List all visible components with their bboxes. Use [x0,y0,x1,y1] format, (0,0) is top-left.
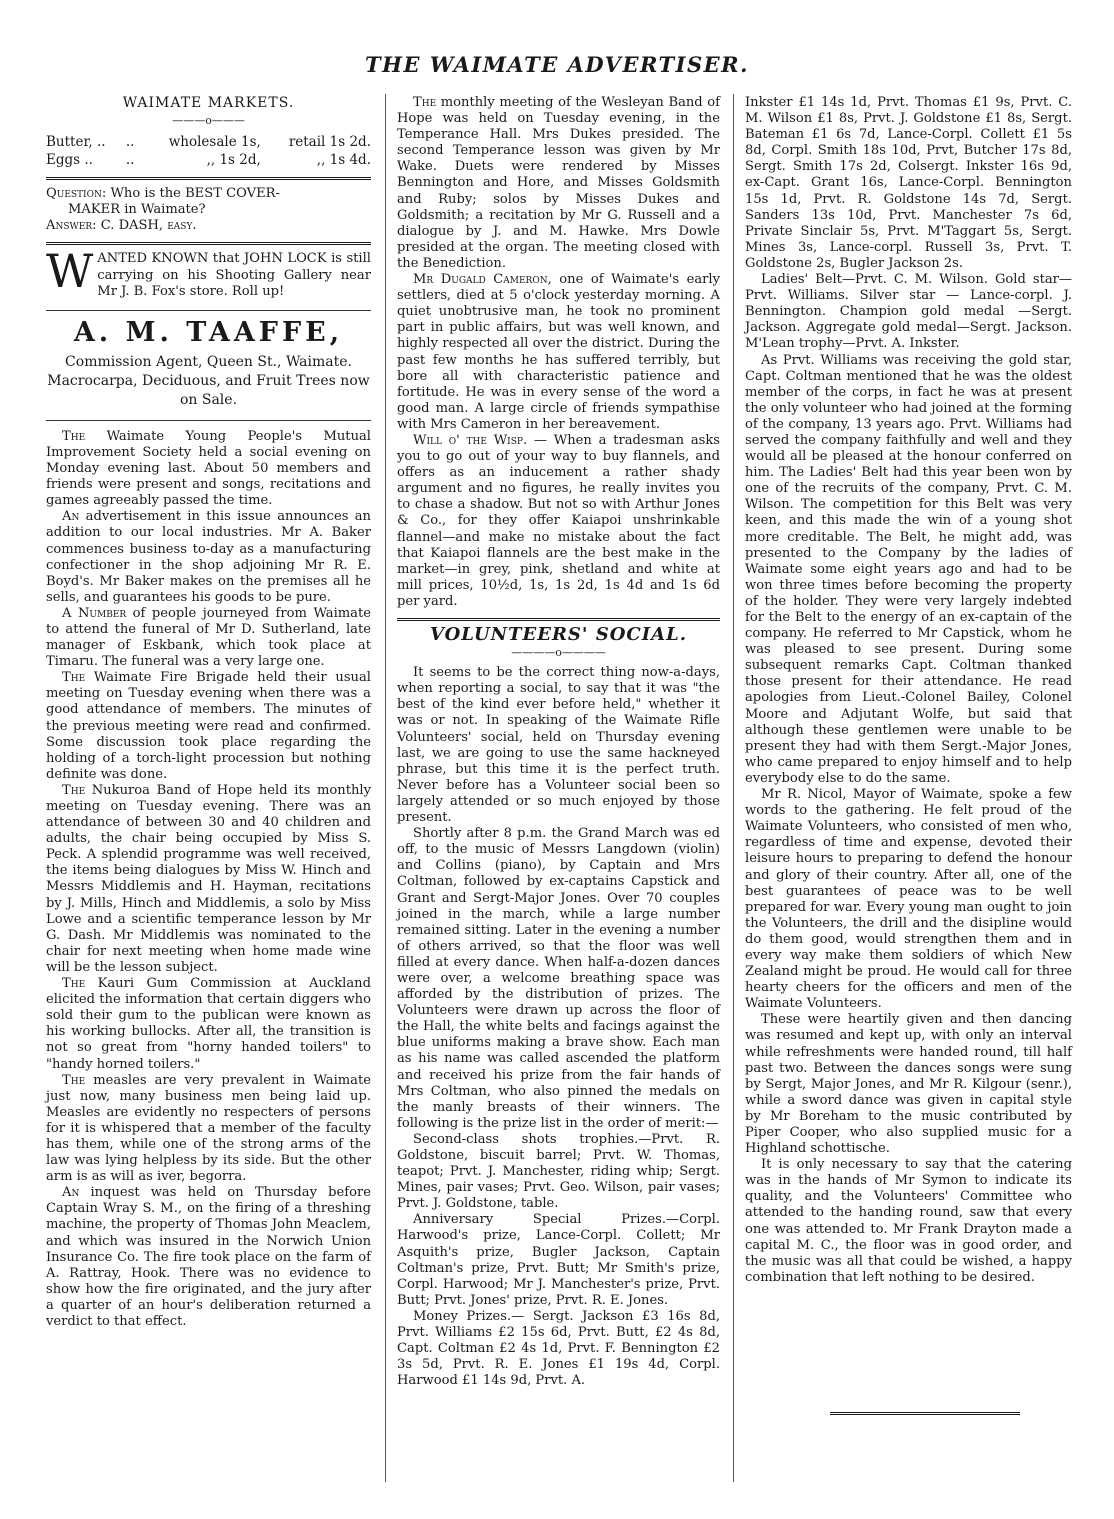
market-wholesale: wholesale 1s, [168,134,261,151]
paragraph-lead: The [413,95,437,110]
paragraph-lead: An [62,509,80,525]
markets-title: WAIMATE MARKETS. [122,95,295,111]
news-paragraph: The Waimate Young People's Mutual Improvement Society held a social evening on Monday evening last. About 50 members and friends were present and songs, recitations and games agreeably passed the time. [46,428,371,509]
market-wholesale: ,, 1s 2d, [206,152,261,169]
section-rule [46,310,371,311]
paragraph-lead: The [62,428,86,444]
news-paragraph: An inquest was held on Thursday before Captain Wray S. M., on the firing of a threshing machine, the property of Thomas John Meaclem, and which was insured in the Norwich Union Insurance Co. The fire took place on the farm of A. Rattray, Hook. There was no evidence to show how the fire originated, and the jury after a quarter of an hour's deliberation returned a verdict to that effect. [46,1185,371,1329]
table-row [46,151,371,169]
advert-line: on Sale. [179,391,238,408]
report-paragraph: Shortly after 8 p.m. the Grand March was ed off, to the music of Messrs Langdown (violin) and Collins (piano), by Captain and Mrs Coltman, followed by ex-captains Capstick and Grant and Sergt-Major Jones. Over 70 couples joined in the march, while a large number remained sitting. Later in the evening a number of others arrived, so that the floor was well filled at every dance. When half-a-dozen dances were over, a welcome breathing space was afforded by the distribution of prizes. The Volunteers were drawn up across the floor of the Hall, the white belts and facings against the blue uniforms making a brave show. Each man as his name was called ascended the platform and received his prize from the fair hands of Mrs Coltman, who also pinned the medals on the manly breasts of their winners. The following is the prize list in the order of merit:— [397,826,720,1131]
report-paragraph: Ladies' Belt—Prvt. C. M. Wilson. Gold star—Prvt. Williams. Silver star — Lance-corpl. J. Bennington. Champion gold medal —Sergt. Jackson. Aggregate gold medal—Sergt. Jackson. M'Lean trophy—Prvt. A. Inkster. [745,272,1072,352]
advert-line: Commission Agent, Queen St., Waimate. [65,353,352,370]
news-paragraph: The Kauri Gum Commission at Auckland elicited the information that certain diggers who sold their gum to the publican were known as his working bullocks. After all, the transition is not so great from "horny handed toilers" to "handy horned toilers." [46,976,371,1072]
table-row [46,133,371,151]
markets-rule: o [205,114,212,128]
paragraph-lead: The [62,782,86,798]
section-rule [46,420,371,421]
news-paragraph: The measles are very prevalent in Waimate just now, many business men being laid up. Measles are evidently no respecters of persons for it is whispered that a member of the faculty has them, while one of the strong arms of the law was lying helpless by its side. But the other arm is as will as iver, begorra. [46,1072,371,1185]
advert-name: A. M. TAAFFE, [73,316,344,348]
question-answer [46,186,371,234]
paragraph-lead: The [62,976,86,992]
answer-label: Answer: [46,218,97,234]
title-rule: o [555,646,562,660]
news-items [397,95,720,610]
column-3 [745,95,1072,1286]
news-paragraph: Mr Dugald Cameron, one of Waimate's early settlers, died at 5 o'clock yesterday morning. A quiet unobtrusive man, he took no prominent part in public affairs, but was well known, and highly respected all over the district. During the past few months he has suffered terribly, but bore all with characteristic patience and fortitude. He was in every sense of the word a good man. A large circle of friends sympathise with Mrs Cameron in her bereavement. [397,272,720,432]
question-label: Question: [46,186,107,202]
answer-text: C. DASH, easy. [100,218,197,234]
section-title: VOLUNTEERS' SOCIAL. [429,624,688,645]
end-rule [830,1412,1020,1415]
question-text-2: MAKER in Waimate? [68,202,206,218]
report-paragraph: These were heartily given and then dancing was resumed and kept up, with only an interval while refreshments were handed round, till half past two. Between the dances songs were sung by Sergt, Major Jones, and Mr R. Kilgour (senr.), while a sword dance was given in capital style by Mr Boreham to the music contributed by Piper Cooper, who also supplied music for a Highland schottische. [745,1012,1072,1157]
column-divider [733,94,734,1482]
report-paragraph: Anniversary Special Prizes.—Corpl. Harwood's prize, Lance-Corpl. Collett; Mr Asquith's prize, Bugler Jackson, Captain Coltman's prize, Prvt. Butt; Mr Smith's prize, Corpl. Harwood; Mr J. Manchester's prize, Prvt. Butt; Prvt. Jones' prize, Prvt. R. E. Jones. [397,1212,720,1308]
report-paragraph: Inkster £1 14s 1d, Prvt. Thomas £1 9s, Prvt. C. M. Wilson £1 8s, Prvt. J. Goldstone £1 8s, Sergt. Bateman £1 6s 7d, Lance-Corpl. Collett £1 5s 8d, Corpl. Smith 18s 10d, Prvt, Butcher 17s 8d, Sergt. Smith 17s 2d, Colsergt. Inkster 16s 9d, ex-Capt. Grant 16s, Lance-Corpl. Bennington 15s 1d, Prvt. R. Goldstone 14s 7d, Sergt. Sanders 13s 10d, Prvt. Manchester 7s 6d, Private Sinclair 5s, Prvt. M'Taggart 5s, Sergt. Mines 3s, Lance-corpl. Russell 3s, Prvt. T. Goldstone 2s, Bugler Jackson 2s. [745,95,1072,271]
report-paragraph: As Prvt. Williams was receiving the gold star, Capt. Coltman mentioned that he was the oldest member of the corps, in fact he was at present the only volunteer who had joined at the forming of the company, 13 years ago. Prvt. Williams had served the company faithfully and well and they would all be pleased at the honour conferred on him. The Ladies' Belt had this year been won by one of the recruits of the company, Prvt. C. M. Wilson. The competition for this Belt was very keen, and this made the win of a young shot more creditable. The Belt, he might add, was presented to the Company by the ladies of Waimate some eight years ago and had to be won three times before becoming the property of the holder. They were very largely indebted for the Belt to the energy of an ex-captain of the company. He referred to Mr Capstick, whom he was pleased to see present. During some subsequent remarks Capt. Coltman thanked those present for their attendance. He read apologies from Lieut.-Colonel Bailey, Colonel Moore and Adjutant Wolfe, but said that although these gentlemen were unable to be present they had with them Sergt.-Major Jones, who came prepared to enjoy himself and to help everybody else to do the same. [745,352,1072,786]
market-retail: retail 1s 2d. [288,134,371,151]
section-rule [46,177,371,180]
report-paragraph: It is only necessary to say that the catering was in the hands of Mr Symon to indicate its quality, and the Volunteers' Committee who attended to the handing round, saw that every one was attended to. Mr Frank Drayton made a capital M. C., the floor was in good order, and the music was all that could be wished, a happy combination that left nothing to be desired. [745,1157,1072,1285]
report-paragraph: Second-class shots trophies.—Prvt. R. Goldstone, biscuit barrel; Prvt. W. Thomas, teapot; Prvt. J. Manchester, riding whip; Sergt. Mines, pair vases; Prvt. Geo. Wilson, pair vases; Prvt. J. Goldstone, table. [397,1131,720,1212]
local-news [46,429,371,1330]
paragraph-lead: Will o' the Wisp. [413,432,528,448]
column-1: WAIMATE MARKETS. ———o——— Butter, .. .. wholesale 1s, retail 1s 2d. Eggs .. .. ,, 1s 2d, ,, 1s 4d. Question: Who is the BEST COVER- MAKER in Waimate? Answer: C. DASH, easy. W ANTED KNOWN that JOHN LOCK is still carrying on his Shooting Gallery near Mr J. B. Fox's store. Roll up! A. M. TAAFFE, Commission Agent, Queen St., Waimate. Macrocarpa, Deciduous, and Fruit Trees now on Sale. The Waimate Young People's Mutual Improvement Society held a social evening on Monday evening last. About 50 members and friends were present and songs, recitations and games agreeably passed the time. An advertisement in this issue announces an addition to our local industries. Mr A. Baker commences business to-day as a manufacturing confectioner in the shop adjoining Mr R. E. Boyd's. Mr Baker makes on the premises all he sells, and guarantees his goods to be pure. A Number of people journeyed from Waimate to attend the funeral of Mr D. Sutherland, late manager of Eskbank, which took place at Timaru. The funeral was a very large one. The Waimate Fire Brigade held their usual meeting on Tuesday evening when there was a good attendance of members. The minutes of the previous meeting were read and confirmed. Some discussion took place regarding the holding of a torch-light procession but nothing definite was done. The Nukuroa Band of Hope held its monthly meeting on Tuesday evening. There was an attendance of between 30 and 40 children and adults, the chair being occupied by Miss S. Peck. A splendid programme was well received, the items being dialogues by Miss W. Hinch and Messrs Middlemis and H. Hayman, recitations by J. Mills, Hinch and Middlemis, a solo by Miss Lowe and a scientific temperance lesson by Mr G. Dash. Mr Middlemis was nominated to the chair for next meeting when home made wine will be the lesson subject. The Kauri Gum Commission at Auckland elicited the information that certain diggers who sold their gum to the publican were known as his working bullocks. After all, the transition is not so great from "horny handed toilers" to "handy horned toilers." The measles are very prevalent in Waimate just now, many business men being laid up. Measles are evidently no respecters of persons for it is whispered that a member of the faculty has them, while one of the strong arms of the law was lying helpless by its side. But the other arm is as will as iver, begorra. An inquest was held on Thursday before Captain Wray S. M., on the firing of a threshing machine, the property of Thomas John Meaclem, and which was insured in the Norwich Union Insurance Co. The fire took place on the farm of A. Rattray, Hook. There was no evidence to show how the fire originated, and the jury after a quarter of an hour's deliberation returned a verdict to that effect. [46,95,371,1329]
market-dots: .. [125,134,135,151]
paragraph-lead: The [62,670,86,686]
paragraph-lead: A Number [62,605,127,621]
market-item: Eggs .. [46,152,93,169]
report-paragraph: It seems to be the correct thing now-a-days, when reporting a social, to say that it was "the best of the kind ever before held," whether it was or not. In speaking of the Waimate Rifle Volunteers' social, held on Thursday evening last, we are going to use the same hackneyed phrase, but this time it is the perfect truth. Never before has a Volunteer social been so largely attended or so much enjoyed by those present. [397,665,720,826]
report-paragraph: Mr R. Nicol, Mayor of Waimate, spoke a few words to the gathering. He felt proud of the Waimate Volunteers, who consisted of men who, regardless of time and expense, devoted their leisure hours to preparing to defend the honour and glory of their country. After all, one of the best guarantees of peace was to be well prepared for war. Every young man ought to join the Volunteers, the drill and the disipline would do them good, would strengthen them and in every way make them soldiers of which New Zealand might be proud. He would call for three hearty cheers for the officers and men of the Waimate Volunteers. [745,787,1072,1012]
markets-table [46,133,371,169]
paragraph-lead: An [62,1185,80,1201]
news-paragraph: An advertisement in this issue announces an addition to our local industries. Mr A. Baker commences business to-day as a manufacturing confectioner in the shop adjoining Mr R. E. Boyd's. Mr Baker makes on the premises all he sells, and guarantees his goods to be pure. [46,509,371,605]
column-2: The monthly meeting of the Wesleyan Band of Hope was held on Tuesday evening, in the Temperance Hall. Mrs Dukes presided. The second Temperance lesson was given by Mr Wake. Duets were rendered by Misses Bennington and Hore, and Misses Goldsmith and Ruby; solos by Misses Dukes and Goldsmith; a recitation by Mr G. Russell and a dialogue by J. and M. Hawke. Mrs Dowle presided at the organ. The meeting closed with the Benediction. Mr Dugald Cameron, one of Waimate's early settlers, died at 5 o'clock yesterday morning. A quiet unobtrusive man, he took no prominent part in public affairs, but was well known, and highly respected all over the district. During the past few months he has suffered terribly, but bore all with characteristic patience and fortitude. He was in every sense of the word a good man. A large circle of friends sympathise with Mrs Cameron in her bereavement. Will o' the Wisp. — When a tradesman asks you to go out of your way to buy flannels, and offers as an inducement a rather shady argument and no figures, he really invites you to chase a shadow. But not so with Arthur Jones & Co., for they offer Kaiapoi unshrinkable flannel—and make no mistake about the fact that Kaiapoi flannels are the best make in the market—in grey, pink, shetland and white at mill prices, 10½d, 1s, 1s 2d, 1s 4d and 1s 6d per yard. VOLUNTEERS' SOCIAL. ————o———— It seems to be the correct thing now-a-days, when reporting a social, to say that it was "the best of the kind ever before held," whether it was or not. In speaking of the Waimate Rifle Volunteers' social, held on Thursday evening last, we are going to use the same hackneyed phrase, but this time it is the perfect truth. Never before has a Volunteer social been so largely attended or so much enjoyed by those present. Shortly after 8 p.m. the Grand March was ed off, to the music of Messrs Langdown (violin) and Collins (piano), by Captain and Mrs Coltman, followed by ex-captains Capstick and Grant and Sergt-Major Jones. Over 70 couples joined in the march, while a large number remained sitting. Later in the evening a number of others arrived, so that the floor was well filled at every dance. When half-a-dozen dances were over, a welcome breathing space was afforded by the distribution of prizes. The Volunteers were drawn up across the floor of the Hall, the white belts and facings against the blue uniforms making a brave show. Each man as his name was called ascended the platform and received his prize from the fair hands of Mrs Coltman, who also pinned the medals on the manly breasts of their winners. The following is the prize list in the order of merit:— Second-class shots trophies.—Prvt. R. Goldstone, biscuit barrel; Prvt. W. Thomas, teapot; Prvt. J. Manchester, riding whip; Sergt. Mines, pair vases; Prvt. Geo. Wilson, pair vases; Prvt. J. Goldstone, table. Anniversary Special Prizes.—Corpl. Harwood's prize, Lance-Corpl. Collett; Mr Asquith's prize, Bugler Jackson, Captain Coltman's prize, Prvt. Butt; Mr Smith's prize, Corpl. Harwood; Mr J. Manchester's prize, Prvt. Butt; Prvt. Jones' prize, Prvt. R. E. Jones. Money Prizes.— Sergt. Jackson £3 16s 8d, Prvt. Williams £2 15s 6d, Prvt. Butt, £2 4s 8d, Capt. Coltman £2 4s 1d, Prvt. F. Bennington £2 3s 5d, Prvt. R. E. Jones £1 19s 4d, Corpl. Harwood £1 14s 9d, Prvt. A. [397,95,721,1389]
advert-line: Macrocarpa, Deciduous, and Fruit Trees now [47,372,370,389]
paragraph-lead: The [62,1072,86,1088]
market-item: Butter, .. [46,134,106,151]
taaffe-advert [46,316,371,410]
news-paragraph: Will o' the Wisp. — When a tradesman asks you to go out of your way to buy flannels, and offers as an inducement a rather shady argument and no figures, he really invites you to chase a shadow. But not so with Arthur Jones & Co., for they offer Kaiapoi unshrinkable flannel—and make no mistake about the fact that Kaiapoi flannels are the best make in the market—in grey, pink, shetland and white at mill prices, 10½d, 1s, 1s 2d, 1s 4d and 1s 6d per yard. [397,432,721,609]
wanted-text: ANTED KNOWN that JOHN LOCK is still carrying on his Shooting Gallery near Mr J. B. Fox's store. Roll up! [97,251,371,299]
news-paragraph: The Waimate Fire Brigade held their usual meeting on Tuesday evening when there was a good attendance of members. The minutes of the previous meeting were read and confirmed. Some discussion took place regarding the holding of a torch-light procession but nothing definite was done. [46,670,371,782]
report-paragraph: Money Prizes.— Sergt. Jackson £3 16s 8d, Prvt. Williams £2 15s 6d, Prvt. Butt, £2 4s 8d, Capt. Coltman £2 4s 1d, Prvt. F. Bennington £2 3s 5d, Prvt. R. E. Jones £1 19s 4d, Corpl. Harwood £1 14s 9d, Prvt. A. [397,1308,720,1389]
news-paragraph: The Nukuroa Band of Hope held its monthly meeting on Tuesday evening. There was an attendance of between 30 and 40 children and adults, the chair being occupied by Miss S. Peck. A splendid programme was well received, the items being dialogues by Miss W. Hinch and Messrs Middlemis and H. Hayman, recitations by J. Mills, Hinch and Middlemis, a solo by Miss Lowe and a scientific temperance lesson by Mr G. Dash. Mr Middlemis was nominated to the chair for next meeting when home made wine will be the lesson subject. [46,782,371,975]
question-text: Who is the BEST COVER- [110,186,280,202]
wanted-notice [46,251,371,299]
social-report [397,665,720,1389]
section-rule [397,618,720,621]
column-divider [385,94,386,1482]
news-paragraph: The monthly meeting of the Wesleyan Band of Hope was held on Tuesday evening, in the Temperance Hall. Mrs Dukes presided. The second Temperance lesson was given by Mr Wake. Duets were rendered by Misses Bennington and Hore, and Misses Goldsmith and Ruby; solos by Misses Dukes and Goldsmith; a recitation by Mr G. Russell and a dialogue by J. and M. Hawke. Mrs Dowle presided at the organ. The meeting closed with the Benediction. [397,95,720,271]
market-dots: .. [125,152,135,169]
section-rule [46,242,371,245]
paragraph-lead: Mr Dugald Cameron, [413,272,552,288]
social-report-continued [745,95,1072,1286]
drop-cap: W [46,251,94,299]
market-retail: ,, 1s 4d. [316,152,371,169]
news-paragraph: A Number of people journeyed from Waimate to attend the funeral of Mr D. Sutherland, late manager of Eskbank, which took place at Timaru. The funeral was a very large one. [46,605,371,670]
masthead: THE WAIMATE ADVERTISER. [365,52,749,77]
